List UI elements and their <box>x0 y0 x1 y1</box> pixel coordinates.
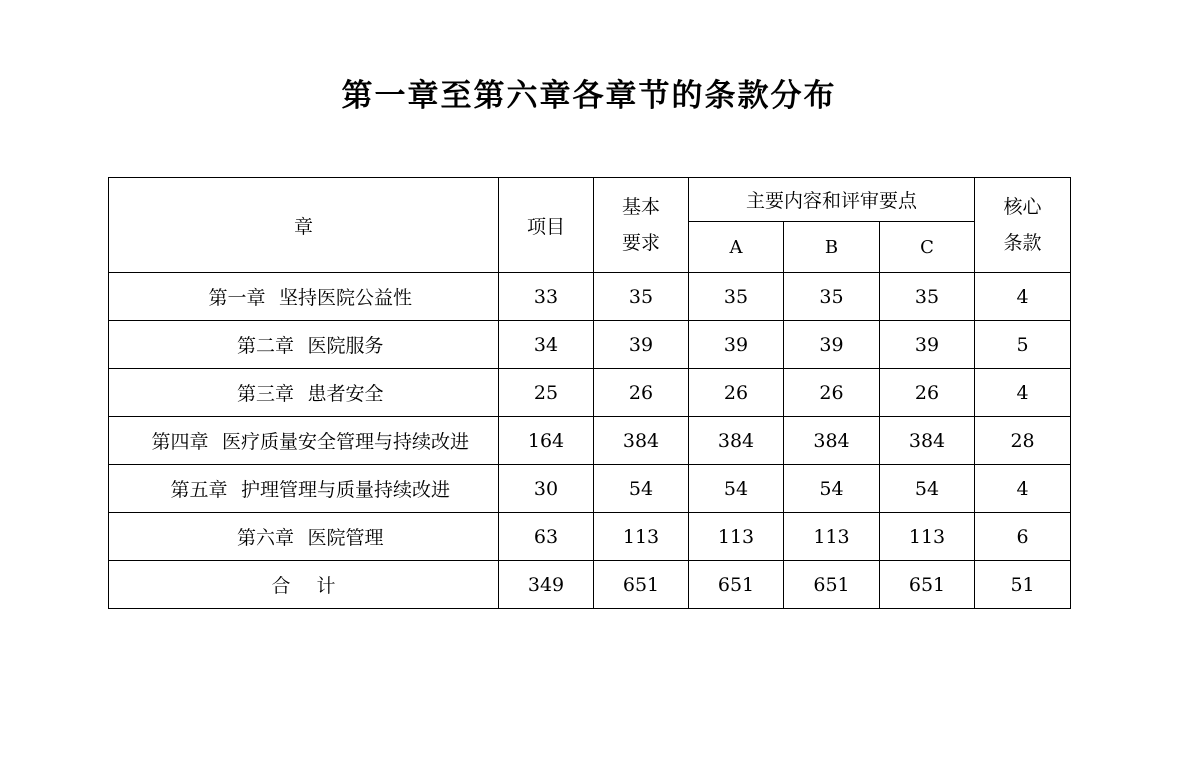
b-cell: 35 <box>784 273 880 321</box>
a-cell: 39 <box>689 321 784 369</box>
b-cell: 113 <box>784 513 880 561</box>
chapter-name: 坚持医院公益性 <box>278 287 412 309</box>
items-cell: 25 <box>499 369 594 417</box>
basic-cell: 39 <box>594 321 689 369</box>
total-row <box>109 561 1071 609</box>
chapter-cell <box>109 321 499 369</box>
chapter-name: 医疗质量安全管理与持续改进 <box>221 431 469 453</box>
chapter-cell <box>109 417 499 465</box>
total-label-char2: 计 <box>316 575 336 597</box>
chapter-cell <box>109 513 499 561</box>
table-row <box>109 465 1071 513</box>
header-col-a: A <box>689 222 784 273</box>
header-basic-line2: 要求 <box>621 232 660 254</box>
chapter-name: 医院服务 <box>307 335 384 357</box>
c-cell: 35 <box>880 273 975 321</box>
chapter-number: 第四章 <box>151 431 209 453</box>
basic-cell: 384 <box>594 417 689 465</box>
core-cell: 6 <box>975 513 1071 561</box>
items-cell: 30 <box>499 465 594 513</box>
basic-cell: 113 <box>594 513 689 561</box>
items-cell: 164 <box>499 417 594 465</box>
header-items: 项目 <box>499 178 594 273</box>
chapter-cell <box>109 273 499 321</box>
page-title: 第一章至第六章各章节的条款分布 <box>341 78 837 114</box>
total-label <box>109 561 499 609</box>
header-col-c: C <box>880 222 975 273</box>
c-cell: 26 <box>880 369 975 417</box>
chapter-cell <box>109 465 499 513</box>
chapter-name: 患者安全 <box>307 383 384 405</box>
basic-cell: 35 <box>594 273 689 321</box>
core-cell: 4 <box>975 369 1071 417</box>
chapter-number: 第六章 <box>236 527 294 549</box>
chapter-number: 第五章 <box>170 479 228 501</box>
c-cell: 54 <box>880 465 975 513</box>
header-core-clauses <box>975 178 1071 273</box>
clause-distribution-table <box>108 177 1071 609</box>
table-row <box>109 321 1071 369</box>
a-cell: 26 <box>689 369 784 417</box>
total-items-cell: 349 <box>499 561 594 609</box>
total-label-char1: 合 <box>271 575 291 597</box>
basic-cell: 54 <box>594 465 689 513</box>
header-basic-requirements <box>594 178 689 273</box>
c-cell: 113 <box>880 513 975 561</box>
b-cell: 384 <box>784 417 880 465</box>
c-cell: 39 <box>880 321 975 369</box>
items-cell: 34 <box>499 321 594 369</box>
total-c-cell: 651 <box>880 561 975 609</box>
a-cell: 54 <box>689 465 784 513</box>
a-cell: 384 <box>689 417 784 465</box>
b-cell: 26 <box>784 369 880 417</box>
core-cell: 4 <box>975 273 1071 321</box>
core-cell: 5 <box>975 321 1071 369</box>
chapter-number: 第二章 <box>236 335 294 357</box>
total-a-cell: 651 <box>689 561 784 609</box>
total-b-cell: 651 <box>784 561 880 609</box>
header-row-1 <box>109 178 1071 222</box>
chapter-cell <box>109 369 499 417</box>
table-row <box>109 417 1071 465</box>
c-cell: 384 <box>880 417 975 465</box>
b-cell: 54 <box>784 465 880 513</box>
header-core-line2: 条款 <box>1003 232 1042 254</box>
table-row <box>109 513 1071 561</box>
header-col-b: B <box>784 222 880 273</box>
header-basic-line1: 基本 <box>621 196 660 218</box>
items-cell: 63 <box>499 513 594 561</box>
total-core-cell: 51 <box>975 561 1071 609</box>
a-cell: 113 <box>689 513 784 561</box>
core-cell: 4 <box>975 465 1071 513</box>
header-chapter: 章 <box>109 178 499 273</box>
a-cell: 35 <box>689 273 784 321</box>
items-cell: 33 <box>499 273 594 321</box>
b-cell: 39 <box>784 321 880 369</box>
table-row <box>109 369 1071 417</box>
chapter-name: 医院管理 <box>307 527 384 549</box>
core-cell: 28 <box>975 417 1071 465</box>
header-main-points: 主要内容和评审要点 <box>689 178 975 222</box>
chapter-number: 第一章 <box>208 287 266 309</box>
basic-cell: 26 <box>594 369 689 417</box>
chapter-number: 第三章 <box>236 383 294 405</box>
chapter-name: 护理管理与质量持续改进 <box>240 479 450 501</box>
header-core-line1: 核心 <box>1003 196 1042 218</box>
total-basic-cell: 651 <box>594 561 689 609</box>
table-row <box>109 273 1071 321</box>
